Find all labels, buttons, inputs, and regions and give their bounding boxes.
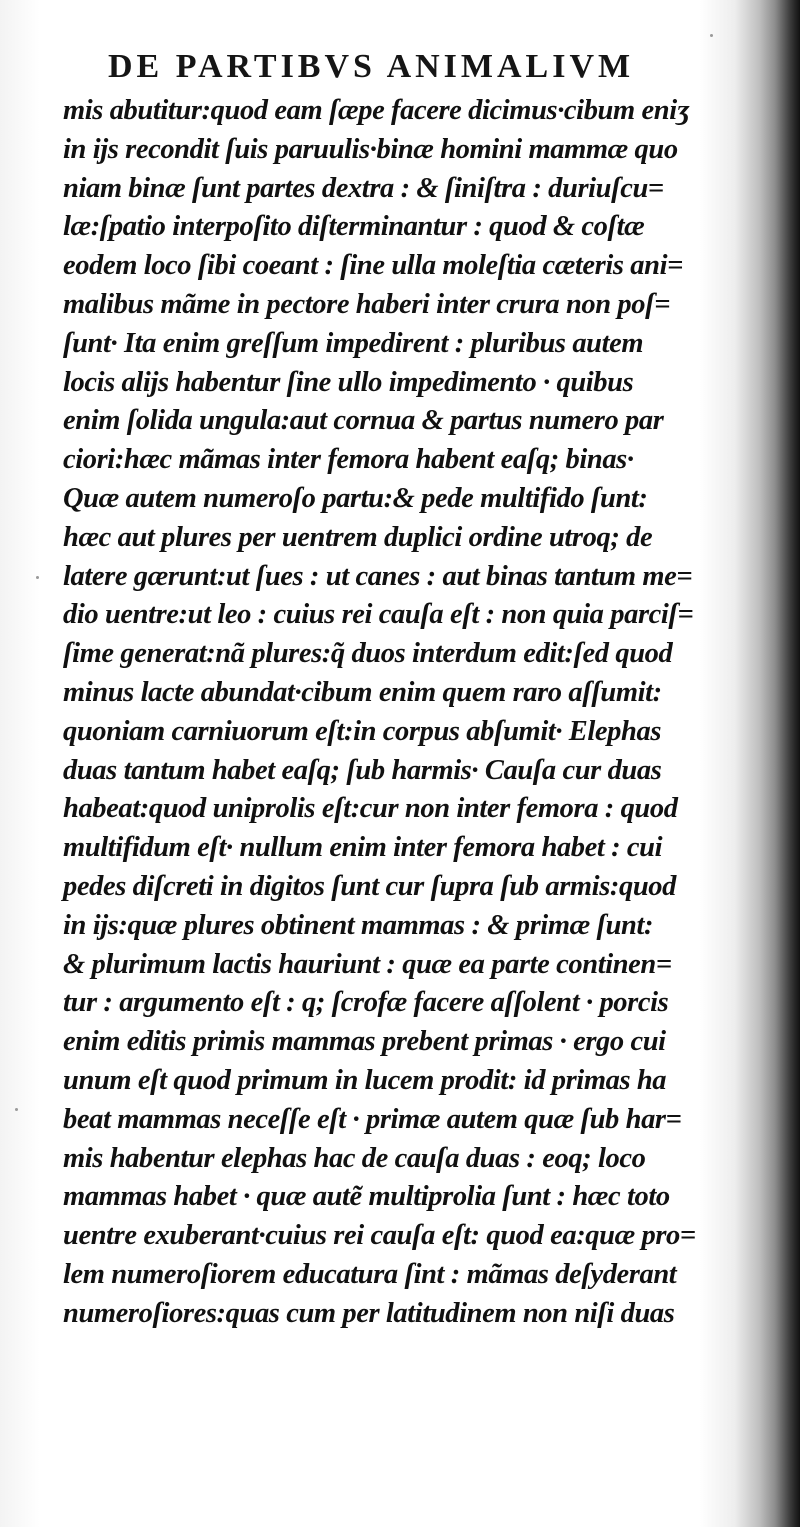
text-line: ſime generat:nã plures:q̃ duos interdum edit:ſed quod bbox=[63, 638, 673, 670]
running-head: DE PARTIBVS ANIMALIVM bbox=[108, 48, 635, 85]
text-line: habeat:quod uniprolis eſt:cur non inter femora : quod bbox=[63, 793, 678, 825]
body-text bbox=[63, 92, 703, 1334]
text-line: malibus mãme in pectore haberi inter crura non poſ= bbox=[63, 288, 671, 320]
text-line: locis alijs habentur ſine ullo impedimento · quibus bbox=[63, 366, 634, 398]
text-line: dio uentre:ut leo : cuius rei cauſa eſt : non quia parciſ= bbox=[63, 599, 694, 631]
paper-speck bbox=[15, 1108, 18, 1111]
text-line: ſunt· Ita enim greſſum impedirent : pluribus autem bbox=[63, 327, 644, 359]
text-line: quoniam carniuorum eſt:in corpus abſumit· Elephas bbox=[63, 715, 662, 747]
text-line: multifidum eſt· nullum enim inter femora habet : cui bbox=[63, 832, 663, 864]
text-line: lem numeroſiorem educatura ſint : mãmas deſyderant bbox=[63, 1258, 677, 1290]
text-line: pedes diſcreti in digitos ſunt cur ſupra ſub armis:quod bbox=[63, 870, 676, 902]
text-line: læ:ſpatio interpoſito diſterminantur : quod & coſtæ bbox=[63, 211, 645, 243]
text-line: enim editis primis mammas prebent primas · ergo cui bbox=[63, 1026, 666, 1058]
text-line: latere gærunt:ut ſues : ut canes : aut binas tantum me= bbox=[63, 560, 693, 592]
text-line: in ijs:quæ plures obtinent mammas : & primæ ſunt: bbox=[63, 909, 654, 941]
paper-speck bbox=[36, 576, 39, 579]
text-line: niam binæ ſunt partes dextra : & ſiniſtra : duriuſcu= bbox=[63, 172, 664, 204]
text-line: mammas habet · quæ autẽ multiprolia ſunt : hæc toto bbox=[63, 1181, 670, 1213]
text-line: tur : argumento eſt : q; ſcrofæ facere aſſolent · porcis bbox=[63, 987, 669, 1019]
text-line: ciori:hæc mãmas inter femora habent eaſq; binas· bbox=[63, 444, 634, 476]
text-line: mis habentur elephas hac de cauſa duas : eoq; loco bbox=[63, 1142, 646, 1174]
text-line: mis abutitur:quod eam ſæpe facere dicimus·cibum eniʒ bbox=[63, 95, 690, 126]
text-line: uentre exuberant·cuius rei cauſa eſt: quod ea:quæ pro= bbox=[63, 1220, 696, 1252]
text-line: in ijs recondit ſuis paruulis·binæ homini mammæ quo bbox=[63, 133, 678, 165]
text-line: & plurimum lactis hauriunt : quæ ea parte continen= bbox=[63, 948, 672, 980]
text-line: duas tantum habet eaſq; ſub harmis· Cauſa cur duas bbox=[63, 754, 662, 786]
text-line: Quæ autem numeroſo partu:& pede multifido ſunt: bbox=[63, 482, 648, 514]
text-line: unum eſt quod primum in lucem prodit: id primas ha bbox=[63, 1064, 667, 1096]
text-line: hæc aut plures per uentrem duplici ordine utroq; de bbox=[63, 521, 653, 553]
text-line: numeroſiores:quas cum per latitudinem non niſi duas bbox=[63, 1297, 675, 1329]
text-line: beat mammas neceſſe eſt · primæ autem quæ ſub har= bbox=[63, 1103, 682, 1135]
text-line: enim ſolida ungula:aut cornua & partus numero par bbox=[63, 405, 664, 437]
text-line: minus lacte abundat·cibum enim quem raro aſſumit: bbox=[63, 676, 662, 708]
text-line: eodem loco ſibi coeant : ſine ulla moleſtia cæteris ani= bbox=[63, 250, 683, 282]
paper-speck bbox=[710, 34, 713, 37]
